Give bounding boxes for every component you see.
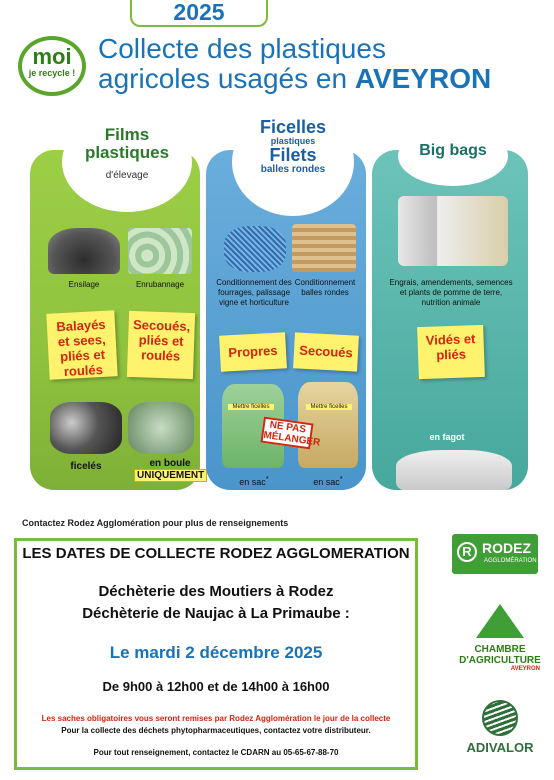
bigbags-title: Big bags <box>419 142 487 159</box>
chambre-agriculture-logo <box>452 604 548 684</box>
rodez-logo <box>452 534 538 574</box>
sac-text-2: Mettre ficelles <box>306 404 352 410</box>
rodez-logo-name: RODEZ <box>482 540 531 556</box>
label-sac2-mark: * <box>339 474 343 483</box>
label-cond2: Conditionnement balles rondes <box>294 278 356 297</box>
rodez-logo-icon: R <box>457 542 477 562</box>
label-cond1: Conditionnement des fourrages, palissage vigne et horticulture <box>216 278 292 307</box>
title-line2: agricoles usagés en AVEYRON <box>98 63 492 94</box>
label-sac1 <box>224 474 284 487</box>
fagot-photo <box>396 450 512 490</box>
dates-heading: LES DATES DE COLLECTE RODEZ AGGLOMERATION <box>22 545 410 562</box>
moi-je-recycle-badge <box>18 36 86 96</box>
collection-hours: De 9h00 à 12h00 et de 14h00 à 16h00 <box>102 679 330 694</box>
ficelles-photo <box>224 226 286 272</box>
bigbags-photo <box>398 196 508 266</box>
dates-box <box>14 538 418 770</box>
chambre-line2: D'AGRICULTURE <box>459 655 541 666</box>
films-title-cloud <box>62 112 192 212</box>
ficelles-title-line4: balles rondes <box>260 164 326 175</box>
note-secoues-films: Secoués, pliés et roulés <box>127 311 195 379</box>
bigbags-title-cloud <box>398 126 508 186</box>
sac-text-1: Mettre ficelles <box>228 404 274 410</box>
adivalor-logo <box>452 700 548 760</box>
films-title-line1: Films <box>104 125 150 144</box>
note-secoues-ficelles: Secoués <box>293 332 359 371</box>
ficelles-title-line2: plastiques <box>270 136 316 146</box>
note-phyto: Pour la collecte des déchets phytopharmaceutiques, contactez votre distributeur. <box>61 726 371 735</box>
label-fagot: en fagot <box>429 432 465 442</box>
note-propres: Propres <box>219 332 287 371</box>
page-title <box>98 34 538 94</box>
title-region: AVEYRON <box>354 63 492 94</box>
badge-top-text: moi <box>32 44 72 69</box>
chambre-line1: CHAMBRE <box>474 644 526 655</box>
chambre-line3: AVEYRON <box>510 666 540 672</box>
title-line1: Collecte des plastiques <box>98 33 386 64</box>
label-sac2-text: en sac <box>313 477 340 487</box>
films-title-line2: plastiques <box>84 143 170 162</box>
ensilage-photo <box>48 228 120 274</box>
ficelles-title-cloud <box>232 108 354 216</box>
ficeles-photo <box>50 402 122 454</box>
ficelles-title-line3: Filets <box>269 145 317 165</box>
ficelles-title-line1: Ficelles <box>259 117 327 137</box>
chambre-logo-icon <box>476 604 524 638</box>
note-balayes: Balayés et sees, pliés et roulés <box>46 310 117 379</box>
adivalor-name: ADIVALOR <box>466 740 534 755</box>
label-boule <box>134 458 206 482</box>
label-boule-line1: en boule <box>149 458 191 469</box>
note-saches: Les saches obligatoires vous seront remises par Rodez Agglomération le jour de la collecte <box>41 714 391 723</box>
label-sac2 <box>298 474 358 487</box>
label-ficeles: ficelés <box>70 461 102 472</box>
rodez-logo-sub: AGGLOMÉRATION <box>484 558 537 564</box>
label-ensilage: Ensilage <box>68 280 100 289</box>
label-sac1-mark: * <box>265 474 269 483</box>
boule-photo <box>128 402 194 454</box>
note-vides: Vidés et pliés <box>417 325 485 379</box>
balles-photo <box>292 224 356 272</box>
label-boule-line2: UNIQUEMENT <box>134 469 207 482</box>
collection-date: Le mardi 2 décembre 2025 <box>109 643 323 662</box>
adivalor-logo-icon <box>482 700 518 736</box>
place-naujac: Déchèterie de Naujac à La Primaube : <box>82 605 350 622</box>
enrubannage-photo <box>128 228 192 274</box>
ne-pas-melanger-stamp: NE PAS MÉLANGER <box>260 417 313 450</box>
contact-line: Contactez Rodez Agglomération pour plus de renseignements <box>22 518 289 528</box>
films-subtitle: d'élevage <box>105 170 149 181</box>
label-enrubannage: Enrubannage <box>135 280 185 289</box>
year-banner: 2025 <box>130 0 268 27</box>
place-moutiers: Déchèterie des Moutiers à Rodez <box>98 583 334 600</box>
badge-bottom-text: je recycle ! <box>28 68 76 78</box>
label-sac1-text: en sac <box>239 477 266 487</box>
bigbags-description: Engrais, amendements, semences et plants de pomme de terre, nutrition animale <box>389 278 513 307</box>
cdarn-contact: Pour tout renseignement, contactez le CDARN au 05-65-67-88-70 <box>93 748 339 757</box>
